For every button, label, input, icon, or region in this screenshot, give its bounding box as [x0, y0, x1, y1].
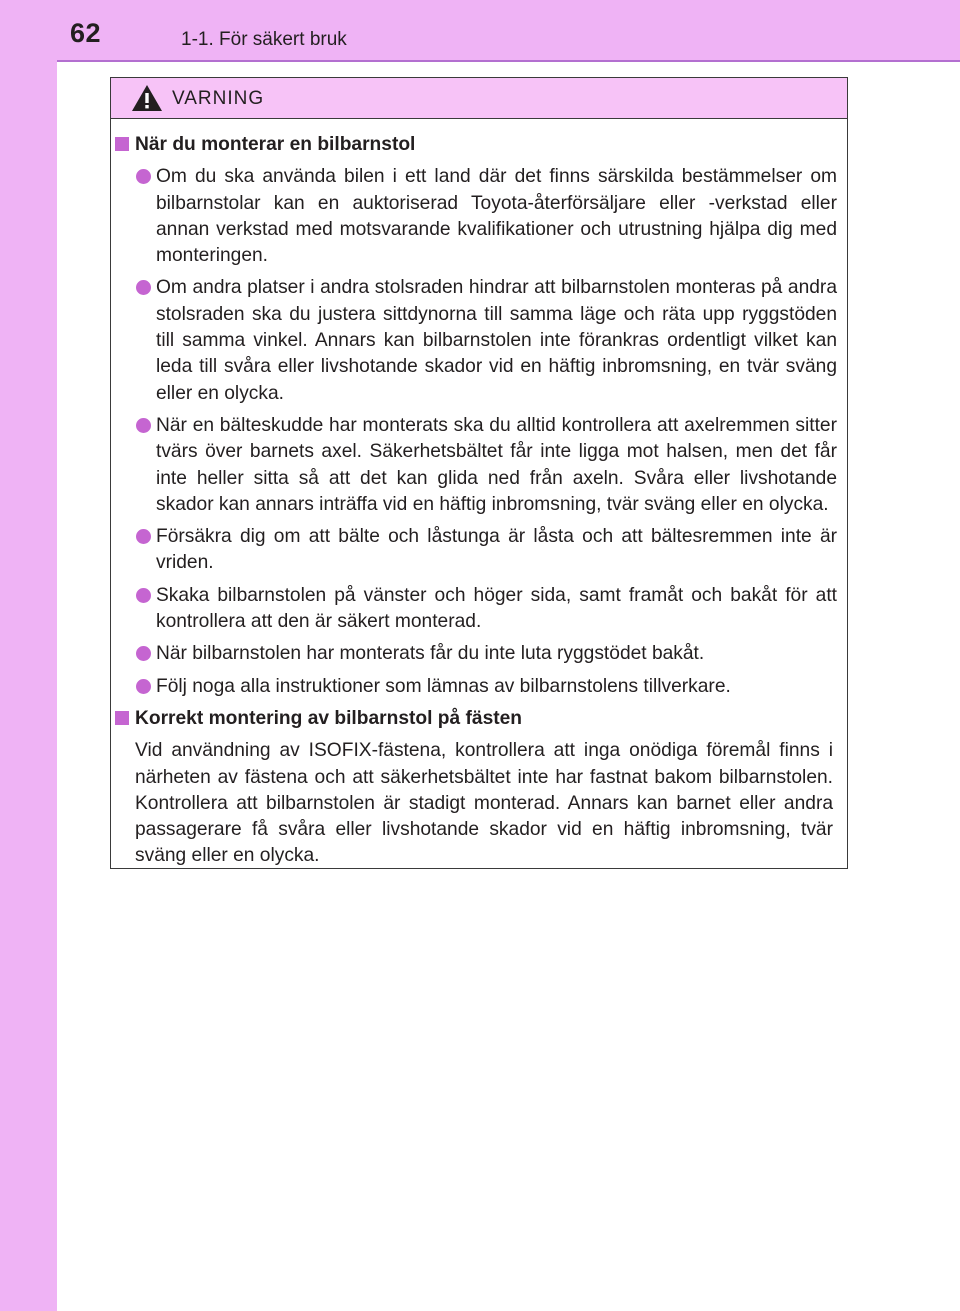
section-heading — [111, 132, 847, 158]
list-item-text: När bilbarnstolen har monterats får du inte luta ryggstödet bakåt. — [156, 643, 705, 665]
section-heading-text: När du monterar en bilbarnstol — [135, 134, 416, 155]
circle-bullet-icon — [136, 679, 151, 694]
circle-bullet-icon — [136, 588, 151, 603]
list-item — [111, 164, 847, 269]
list-item — [111, 641, 847, 667]
list-item — [111, 583, 847, 636]
list-item-text: Om andra platser i andra stolsraden hindrar att bilbarnstolen monteras på andra stolsraden ska du justera sittdynorna till samma läge och räta upp ryggstöden till samma vinkel. Annars kan bilbarnstolen inte förankras ordentligt vilket kan leda till svåra eller livshotande skador vid en häftig inbromsning, en tvär sväng eller en olycka. — [156, 277, 837, 404]
circle-bullet-icon — [136, 418, 151, 433]
list-item-text: Skaka bilbarnstolen på vänster och höger sida, samt framåt och bakåt för att kontrollera att den är säkert monterad. — [156, 584, 837, 633]
section-title: 1-1. För säkert bruk — [181, 29, 347, 50]
square-bullet-icon — [115, 711, 129, 725]
list-item — [111, 524, 847, 577]
section-heading-text: Korrekt montering av bilbarnstol på fästen — [135, 707, 523, 729]
page-number: 62 — [70, 18, 102, 48]
warning-box — [110, 77, 848, 869]
list-item-text: Försäkra dig om att bälte och låstunga är låsta och att bältesremmen inte är vriden. — [156, 526, 837, 574]
circle-bullet-icon — [136, 169, 151, 184]
warning-content — [111, 132, 847, 870]
warning-triangle-icon — [131, 84, 163, 112]
warning-title: VARNING — [172, 88, 265, 109]
section-paragraph: Vid användning av ISOFIX-fästena, kontrollera att inga onödiga föremål finns i närheten av fästena och att säkerhetsbältet inte har fastnat bakom bilbarnstolen. Kontrollera att bilbarnstolen är stadigt monterad. Annars kan barnet eller andra passagerare få svåra eller livshotande skador vid en häftig inbromsning, tvär sväng eller en olycka. — [135, 740, 833, 867]
list-item-text: Följ noga alla instruktioner som lämnas av bilbarnstolens tillverkare. — [156, 675, 731, 697]
circle-bullet-icon — [136, 646, 151, 661]
warning-header — [111, 78, 847, 119]
side-tab-band — [0, 0, 57, 1311]
circle-bullet-icon — [136, 280, 151, 295]
square-bullet-icon — [115, 137, 129, 151]
list-item-text: Om du ska använda bilen i ett land där det finns särskilda bestämmelser om bilbarnstolar kan en auktoriserad Toyota-återförsäljare eller -verkstad eller annan verkstad med motsvarande kvalifikationer och utrustning hjälpa dig med monteringen. — [156, 166, 837, 267]
section-heading — [111, 706, 847, 732]
list-item — [111, 275, 847, 406]
header-divider — [57, 60, 960, 62]
list-item — [111, 413, 847, 518]
list-item — [111, 674, 847, 700]
list-item-text: När en bälteskudde har monterats ska du alltid kontrollera att axelremmen sitter tvärs över barnets axel. Säkerhetsbältet får inte ligga mot halsen, men det får inte heller sitta så att det kan glida ned från axeln. Svåra eller livshotande skador kan annars inträffa vid en häftig inbromsning, tvär sväng eller en olycka. — [156, 414, 837, 515]
circle-bullet-icon — [136, 529, 151, 544]
